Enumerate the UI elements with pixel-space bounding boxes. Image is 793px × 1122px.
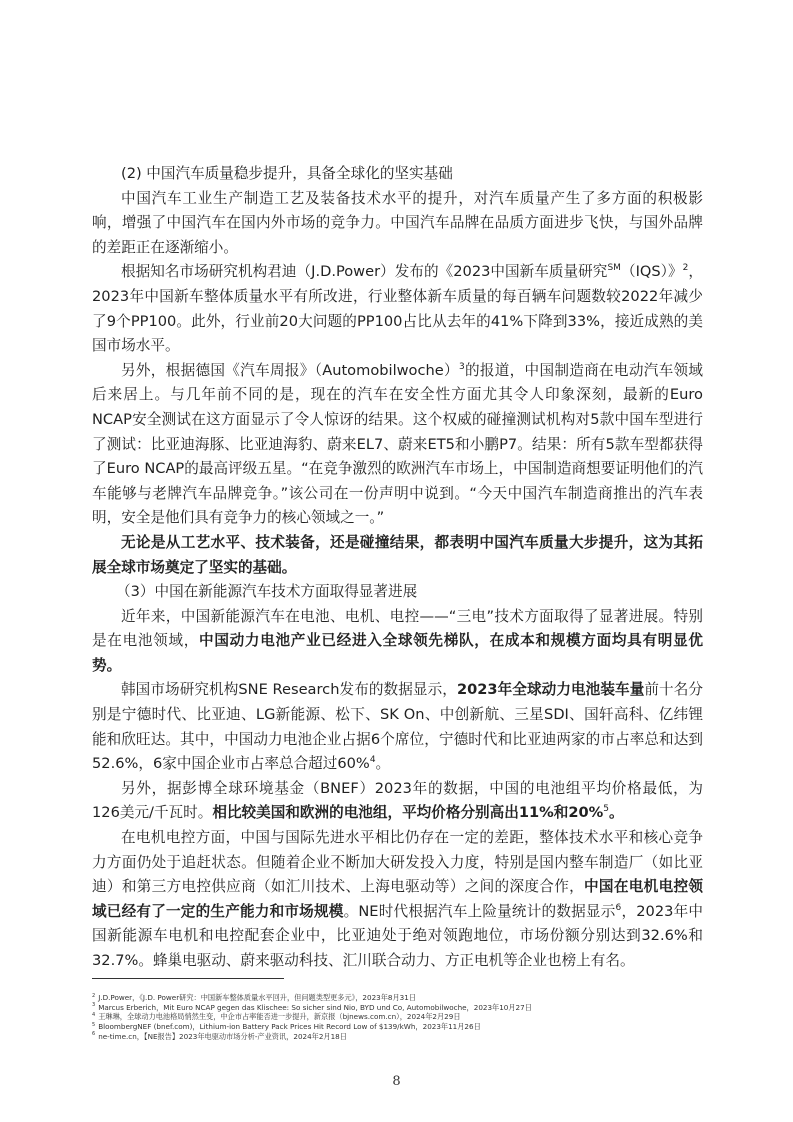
footnote-divider [92, 978, 284, 979]
paragraph: 近年来，中国新能源汽车在电池、电机、电控——“三电”技术方面取得了显著进展。特别是在电池领域，中国动力电池产业已经进入全球领先梯队，在成本和规模方面均具有明显优势。 [92, 607, 703, 674]
footnote-ref[interactable]: 6 [615, 902, 622, 913]
footnote-ref[interactable]: 4 [369, 755, 376, 766]
paragraph: 韩国市场研究机构SNE Research发布的数据显示，2023年全球动力电池装车量前十名分别是宁德时代、比亚迪、LG新能源、松下、SK On、中创新航、三星SDI、国轩高科、亿纬锂能和欣旺达。其中，中国动力电池企业占据6个席位，宁德时代和比亚迪两家的市占率总和达到52.6%，6家中国企业市占率总合超过60%$^4$。 [92, 681, 703, 773]
footnote-item: $^3$ Marcus Erberich，Mit Euro NCAP gegen das Klischee: So sicher sind Nio, BYD und Co, Automobilwoche，2023年10月27日 [92, 1002, 532, 1012]
footnote-item: $^5$ BloombergNEF (bnef.com)，Lithium-ion Battery Pack Prices Hit Record Low of $139/kWh，2023年11月26日 [92, 1021, 481, 1032]
section-2-heading: (2) 中国汽车质量稳步提升，具备全球化的坚实基础 [121, 165, 453, 182]
paragraph: 另外，据彭博全球环境基金（BNEF）2023年的数据，中国的电池组平均价格最低，为126美元/千瓦时。相比较美国和欧洲的电池组，平均价格分别高出11%和20%$^5$。 [92, 779, 703, 822]
footnote-item: $^2$ J.D.Power，《J.D. Power研究：中国新车整体质量水平回升，但问题类型更多元》，2023年8月31日 [92, 992, 417, 1002]
footnote-ref[interactable]: 3 [458, 361, 465, 372]
paragraph-bold: 无论是从工艺水平、技术装备，还是碰撞结果，都表明中国汽车质量大步提升，这为其拓展全球市场奠定了坚实的基础。 [92, 533, 703, 576]
paragraph: 另外，根据德国《汽车周报》（Automobilwoche）$^3$的报道，中国制造商在电动汽车领域后来居上。与几年前不同的是，现在的汽车在安全性方面尤其令人印象深刻，最新的Euro NCAP安全测试在这方面显示了令人惊讶的结果。这个权威的碰撞测试机构对5款中国车型进行了测试：比亚迪海豚、比亚迪海豹、蔚来EL7、蔚来ET5和小鹏P7。结果：所有5款车型都获得了Euro NCAP的最高评级五星。“在竞争激烈的欧洲汽车市场上，中国制造商想要证明他们的汽车能够与老牌汽车品牌竞争。”该公司在一份声明中说到。“今天中国汽车制造商推出的汽车表明，安全是他们具有竞争力的核心领域之一。” [92, 361, 703, 527]
footnote-ref[interactable]: 5 [603, 804, 610, 815]
footnote-item: $^4$ 王琳琳，全球动力电池格局悄然生变，中企市占率能否进一步提升，新京报（bjnews.com.cn），2024年2月29日 [92, 1012, 461, 1022]
section-3-heading: （3）中国在新能源汽车技术方面取得显著进展 [116, 583, 418, 601]
page-number: 8 [392, 1074, 401, 1089]
footnote-ref[interactable]: 2 [682, 263, 689, 274]
main-content [92, 162, 703, 974]
superscript-mark: SM [607, 263, 621, 274]
footnote-item: $^6$ ne-time.cn，【NE报告】2023年电驱动市场分析-产业资讯，2024年2月18日 [92, 1031, 347, 1041]
paragraph: 在电机电控方面，中国与国际先进水平相比仍存在一定的差距，整体技术水平和核心竞争力方面仍处于追赶状态。但随着企业不断加大研发投入力度，特别是国内整车制造厂（如比亚迪）和第三方电控供应商（如汇川技术、上海电驱动等）之间的深度合作，中国在电机电控领域已经有了一定的生产能力和市场规模。NE时代根据汽车上险量统计的数据显示$^6$，2023年中国新能源车电机和电控配套企业中，比亚迪处于绝对领跑地位，市场份额分别达到32.6%和32.7%。蜂巢电驱动、蔚来驱动科技、汇川联合动力、方正电机等企业也榜上有名。 [92, 829, 704, 969]
paragraph: 根据知名市场研究机构君迪（J.D.Power）发布的《2023中国新车质量研究℠（IQS）》$^2$，2023年中国新车整体质量水平有所改进，行业整体新车质量的每百辆车问题数较2022年减少了9个PP100。此外，行业前20大问题的PP100占比从去年的41%下降到33%，接近成熟的美国市场水平。 [92, 263, 703, 355]
paragraph: 中国汽车工业生产制造工艺及装备技术水平的提升，对汽车质量产生了多方面的积极影响，增强了中国汽车在国内外市场的竞争力。中国汽车品牌在品质方面进步飞快，与国外品牌的差距正在逐渐缩小。 [92, 189, 703, 256]
footnotes [92, 993, 703, 1042]
